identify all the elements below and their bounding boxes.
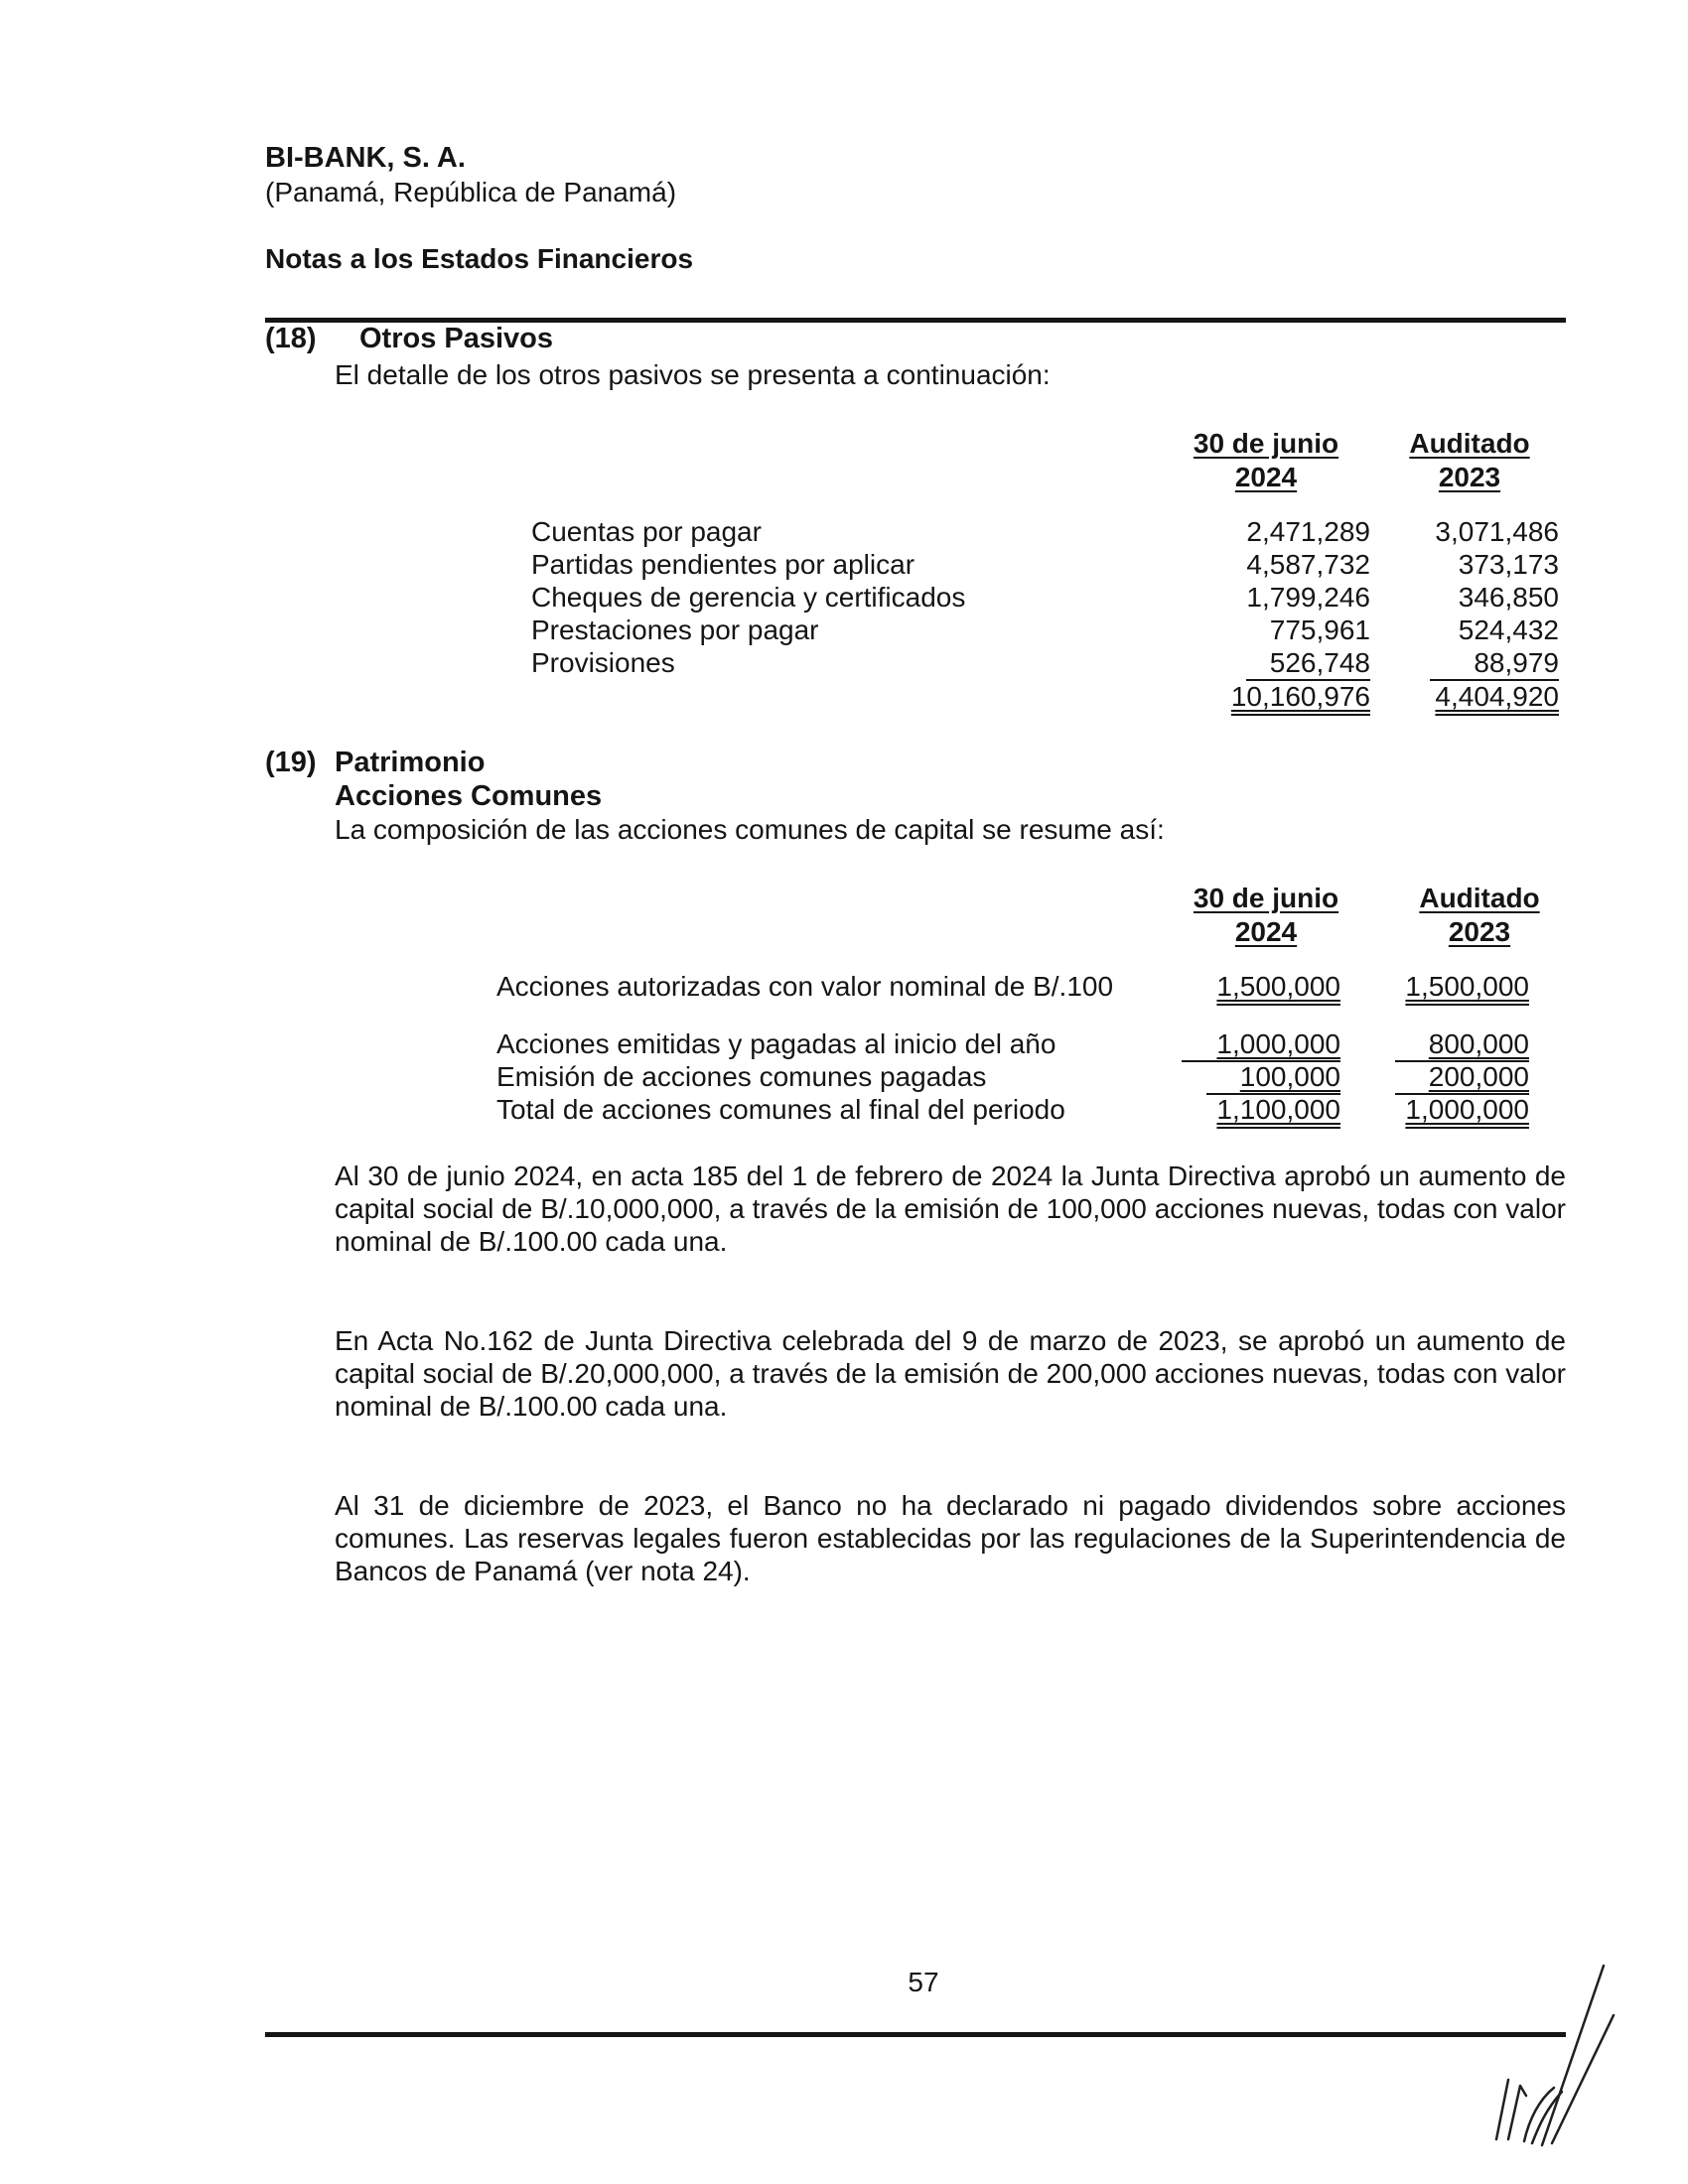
s19-authorized-2023: 1,500,000 (1405, 971, 1529, 1002)
s18-row-2024: 4,587,732 (1246, 549, 1370, 580)
s18-row-2023: 373,173 (1458, 549, 1559, 580)
section-19-number: (19) (265, 747, 317, 778)
section-19-title: Patrimonio (335, 747, 486, 778)
s18-total-2024: 10,160,976 (1230, 681, 1370, 712)
s19-col-2023-header (1385, 882, 1574, 949)
s19-col-2023-line2: 2023 (1448, 916, 1511, 947)
s19-row-2023: 800,000 (1428, 1028, 1529, 1059)
s19-col-2023-line1: Auditado (1419, 883, 1540, 913)
s18-col-2024-header (1167, 427, 1365, 494)
s18-row-2023: 346,850 (1458, 582, 1559, 613)
page-number: 57 (908, 1967, 939, 1997)
section-18-title: Otros Pasivos (359, 323, 554, 354)
s18-total-2023: 4,404,920 (1435, 681, 1559, 712)
s18-row-2024: 526,748 (1269, 647, 1370, 678)
s18-row-2024: 2,471,289 (1246, 516, 1370, 547)
company-location: (Panamá, República de Panamá) (265, 177, 677, 207)
paragraph-capital-increase-2024: Al 30 de junio 2024, en acta 185 del 1 de febrero de 2024 la Junta Directiva aprobó un aumento de capital social de B/.10,000,000, a través de la emisión de 100,000 acciones nuevas, todas con valor nominal de B/.100.00 cada una. (335, 1160, 1566, 1257)
section-19-intro: La composición de las acciones comunes de capital se resume así: (335, 814, 1165, 845)
signature-mark (1484, 1961, 1663, 2164)
section-18-number: (18) (265, 323, 317, 354)
s18-col-2024-line2: 2024 (1234, 462, 1298, 492)
s18-row-2023: 3,071,486 (1435, 516, 1559, 547)
s18-row-label: Partidas pendientes por aplicar (531, 549, 915, 580)
s19-authorized-label: Acciones autorizadas con valor nominal de B/.100 (496, 971, 1114, 1002)
s18-row-label: Provisiones (531, 647, 675, 678)
s19-col-2024-header (1167, 882, 1365, 949)
s19-row-2023: 200,000 (1428, 1061, 1529, 1092)
company-name: BI-BANK, S. A. (265, 142, 466, 174)
s18-col-2023-line2: 2023 (1438, 462, 1501, 492)
footer-rule (265, 2032, 1566, 2037)
s18-row-2024: 775,961 (1269, 614, 1370, 645)
s18-row-2024: 1,799,246 (1246, 582, 1370, 613)
s19-row-2024: 1,100,000 (1216, 1094, 1340, 1125)
s18-row-2023: 524,432 (1458, 614, 1559, 645)
s18-col-2024-line1: 30 de junio (1193, 428, 1339, 459)
s19-row-2024: 1,000,000 (1216, 1028, 1340, 1059)
s18-col-2023-line1: Auditado (1409, 428, 1530, 459)
s19-row-label: Emisión de acciones comunes pagadas (496, 1061, 987, 1092)
s19-col-2024-line1: 30 de junio (1193, 883, 1339, 913)
s19-row-2023: 1,000,000 (1405, 1094, 1529, 1125)
s19-row-2024: 100,000 (1239, 1061, 1340, 1092)
s18-row-label: Cuentas por pagar (531, 516, 762, 547)
section-19-subtitle: Acciones Comunes (335, 780, 603, 812)
notes-title: Notas a los Estados Financieros (265, 243, 694, 274)
s18-row-label: Prestaciones por pagar (531, 614, 819, 645)
s19-row-label: Acciones emitidas y pagadas al inicio del año (496, 1028, 1056, 1059)
paragraph-dividends: Al 31 de diciembre de 2023, el Banco no ha declarado ni pagado dividendos sobre acciones comunes. Las reservas legales fueron establecidas por las regulaciones de la Superintendencia de Bancos de Panamá (ver nota 24). (335, 1490, 1566, 1586)
section-18-intro: El detalle de los otros pasivos se presenta a continuación: (335, 359, 1051, 390)
s19-row-label: Total de acciones comunes al final del periodo (496, 1094, 1065, 1125)
s19-col-2024-line2: 2024 (1234, 916, 1298, 947)
s18-row-2023: 88,979 (1474, 647, 1559, 678)
paragraph-capital-increase-2023: En Acta No.162 de Junta Directiva celebrada del 9 de marzo de 2023, se aprobó un aumento de capital social de B/.20,000,000, a través de la emisión de 200,000 acciones nuevas, todas con valor nominal de B/.100.00 cada una. (335, 1325, 1566, 1422)
s19-authorized-2024: 1,500,000 (1216, 971, 1340, 1002)
s18-col-2023-header (1375, 427, 1564, 494)
s18-row-label: Cheques de gerencia y certificados (531, 582, 966, 613)
